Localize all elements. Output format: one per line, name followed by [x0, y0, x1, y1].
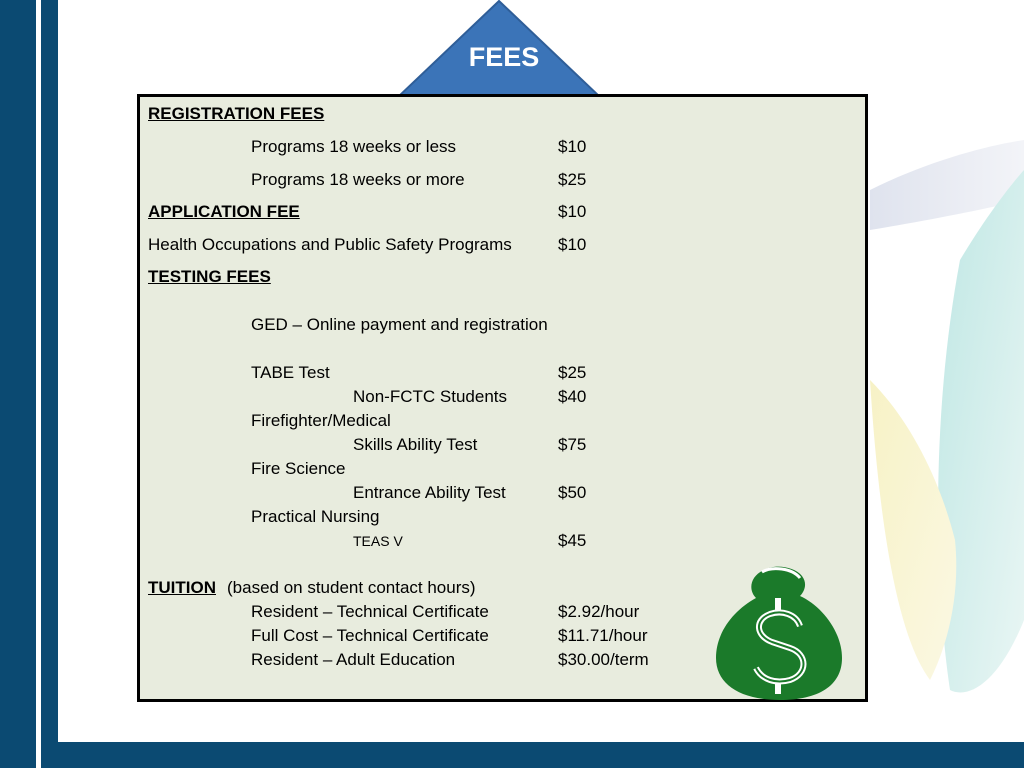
registration-item-price: $25: [558, 170, 587, 189]
health-programs-label: Health Occupations and Public Safety Programs: [148, 235, 512, 254]
application-price: $10: [558, 202, 587, 221]
left-border-bar: [0, 0, 36, 768]
skills-test-label: Skills Ability Test: [353, 435, 478, 454]
tuition-item-price: $2.92/hour: [558, 602, 640, 621]
health-programs-price: $10: [558, 235, 587, 254]
application-heading: APPLICATION FEE: [148, 202, 300, 221]
teas-label: TEAS V: [353, 533, 403, 549]
tuition-item-label: Resident – Adult Education: [251, 650, 456, 669]
tuition-note: (based on student contact hours): [227, 578, 476, 597]
registration-item-label: Programs 18 weeks or more: [251, 170, 465, 189]
tuition-item-price: $11.71/hour: [558, 626, 648, 645]
tuition-item-label: Full Cost – Technical Certificate: [251, 626, 489, 645]
bottom-border-bar: [58, 742, 1024, 768]
tabe-price: $25: [558, 363, 587, 382]
tuition-heading: TUITION: [148, 578, 216, 597]
registration-item-price: $10: [558, 137, 587, 156]
non-fctc-price: $40: [558, 387, 587, 406]
practical-nursing-label: Practical Nursing: [251, 507, 380, 526]
page-title: FEES: [468, 42, 540, 72]
testing-heading: TESTING FEES: [148, 267, 271, 286]
entrance-test-label: Entrance Ability Test: [353, 483, 506, 502]
registration-item-label: Programs 18 weeks or less: [251, 137, 457, 156]
teas-price: $45: [558, 531, 587, 550]
entrance-test-price: $50: [558, 483, 587, 502]
non-fctc-label: Non-FCTC Students: [353, 387, 507, 406]
ged-label: GED – Online payment and registration: [251, 315, 548, 334]
fire-science-label: Fire Science: [251, 459, 346, 478]
firefighter-label: Firefighter/Medical: [251, 411, 391, 430]
tabe-label: TABE Test: [251, 363, 330, 382]
registration-heading: REGISTRATION FEES: [148, 104, 325, 123]
skills-test-price: $75: [558, 435, 587, 454]
dollar-bag-icon: [712, 562, 848, 702]
left-border-stripe: [41, 0, 58, 768]
tuition-item-label: Resident – Technical Certificate: [251, 602, 489, 621]
tuition-item-price: $30.00/term: [558, 650, 649, 669]
